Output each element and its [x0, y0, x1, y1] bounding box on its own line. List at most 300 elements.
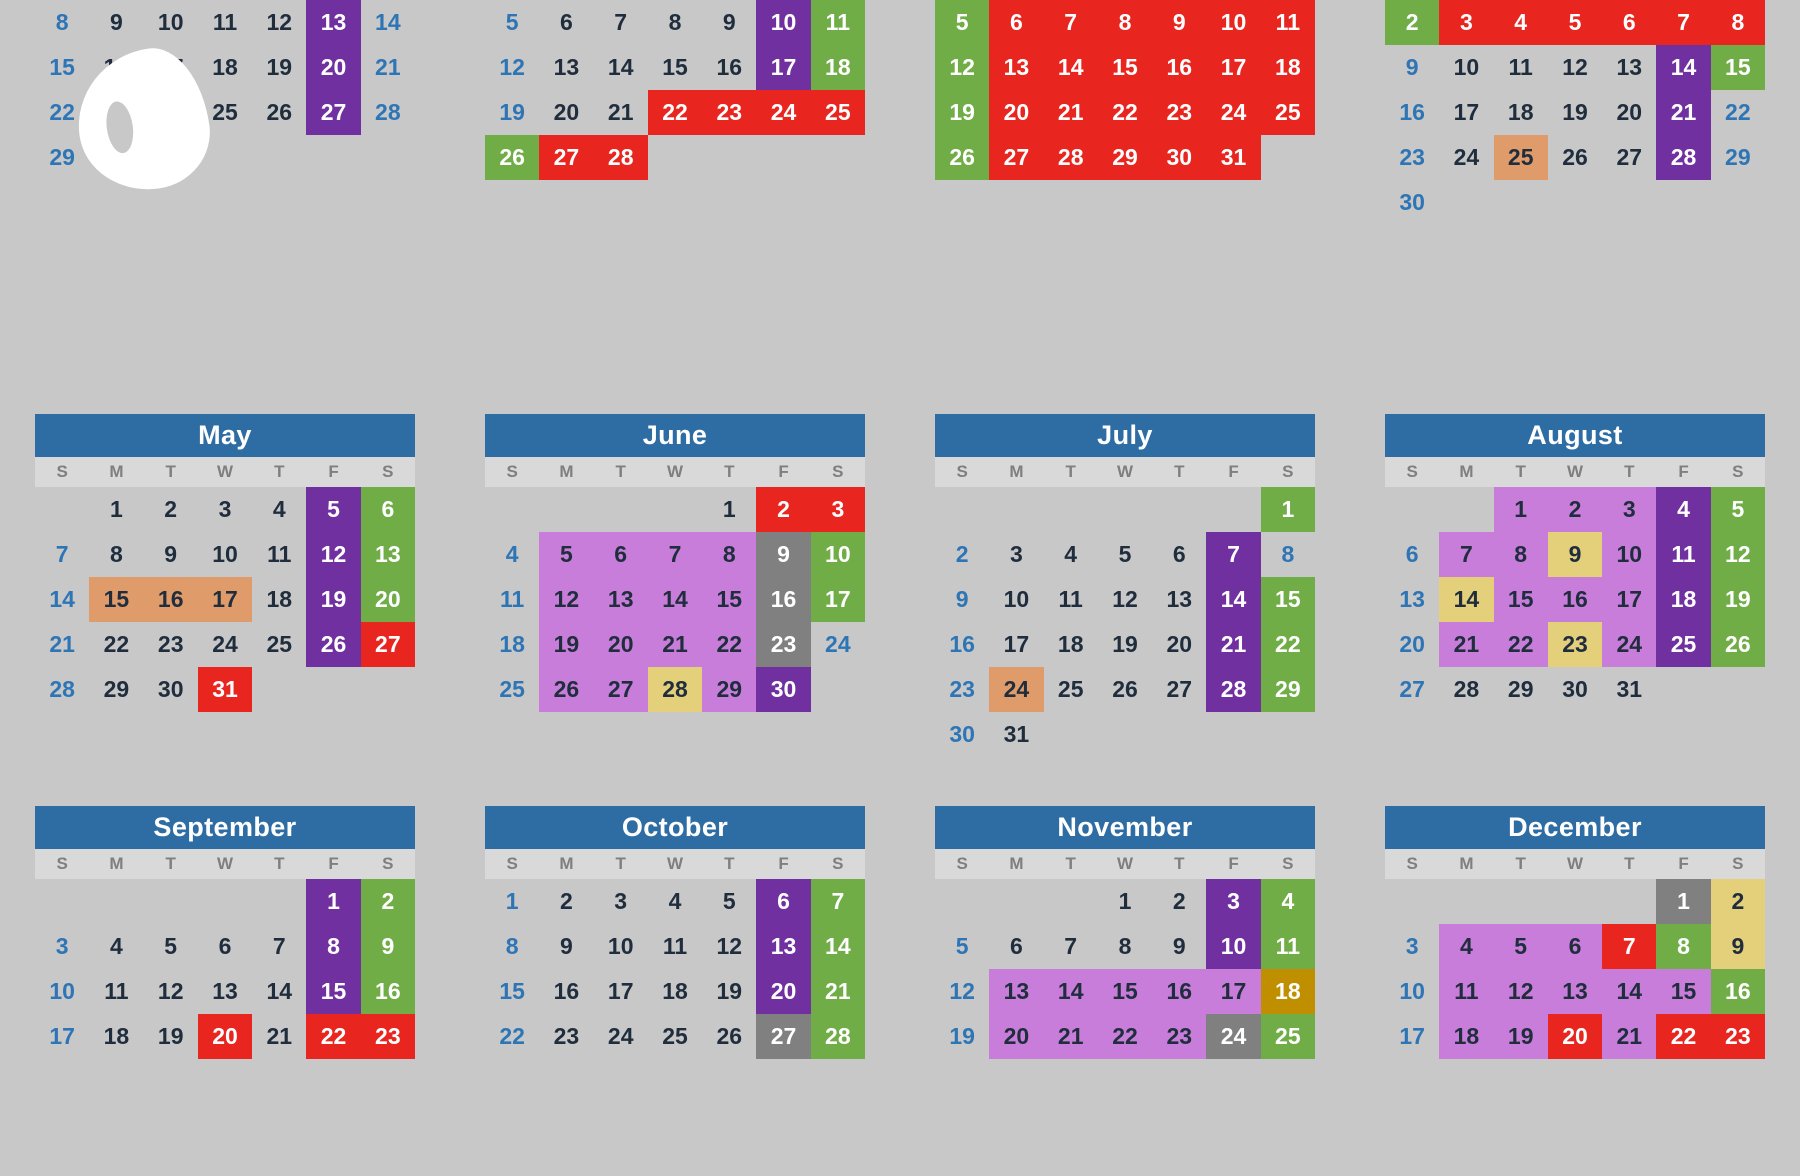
day-cell[interactable]: 9	[1172, 933, 1186, 959]
day-cell[interactable]: 29	[103, 676, 130, 702]
day-cell[interactable]: 13	[1166, 586, 1193, 612]
day-cell[interactable]: 13	[212, 978, 238, 1004]
day-cell[interactable]: 23	[1152, 90, 1206, 135]
day-cell[interactable]: 3	[218, 496, 232, 522]
day-cell[interactable]: 23	[949, 676, 975, 702]
day-cell[interactable]: 10	[607, 933, 634, 959]
day-cell[interactable]: 23	[157, 631, 184, 657]
day-cell[interactable]: 5	[306, 487, 360, 532]
day-cell[interactable]: 25	[811, 90, 865, 135]
day-cell[interactable]: 14	[1206, 577, 1260, 622]
day-cell[interactable]: 16	[1399, 99, 1425, 125]
day-cell[interactable]: 21	[811, 969, 865, 1014]
day-cell[interactable]: 3	[1010, 541, 1023, 567]
day-cell[interactable]: 15	[499, 978, 525, 1004]
day-cell[interactable]: 16	[756, 577, 810, 622]
day-cell[interactable]: 3	[1439, 0, 1493, 45]
day-cell[interactable]: 11	[1508, 54, 1533, 80]
day-cell[interactable]: 6	[1548, 924, 1602, 969]
day-cell[interactable]: 14	[1602, 969, 1656, 1014]
day-cell[interactable]: 25	[1494, 135, 1548, 180]
day-cell[interactable]: 22	[648, 90, 702, 135]
day-cell[interactable]: 17	[756, 45, 810, 90]
day-cell[interactable]: 15	[702, 577, 756, 622]
day-cell[interactable]: 15	[1261, 577, 1315, 622]
day-cell[interactable]: 21	[1656, 90, 1710, 135]
day-cell[interactable]: 9	[164, 541, 178, 567]
day-cell[interactable]: 28	[1656, 135, 1710, 180]
day-cell[interactable]: 19	[306, 577, 360, 622]
day-cell[interactable]: 12	[157, 978, 184, 1004]
day-cell[interactable]: 17	[1206, 969, 1260, 1014]
day-cell[interactable]: 8	[668, 9, 682, 35]
day-cell[interactable]: 22	[499, 1023, 525, 1049]
day-cell[interactable]: 26	[485, 135, 539, 180]
day-cell[interactable]: 1	[505, 888, 519, 914]
day-cell[interactable]: 4	[1656, 487, 1710, 532]
day-cell[interactable]: 26	[1112, 676, 1138, 702]
day-cell[interactable]: 21	[1439, 622, 1493, 667]
day-cell[interactable]: 13	[1399, 586, 1425, 612]
day-cell[interactable]: 19	[1562, 99, 1588, 125]
day-cell[interactable]: 30	[949, 721, 975, 747]
day-cell[interactable]: 14	[49, 586, 75, 612]
day-cell[interactable]: 6	[560, 9, 573, 35]
day-cell[interactable]: 18	[662, 978, 688, 1004]
day-cell[interactable]: 3	[1206, 879, 1260, 924]
day-cell[interactable]: 21	[375, 54, 401, 80]
day-cell[interactable]: 20	[756, 969, 810, 1014]
day-cell[interactable]: 17	[1399, 1023, 1425, 1049]
day-cell[interactable]: 3	[614, 888, 628, 914]
day-cell[interactable]: 11	[212, 9, 238, 35]
day-cell[interactable]: 20	[306, 45, 360, 90]
day-cell[interactable]: 20	[1616, 99, 1643, 125]
day-cell[interactable]: 8	[55, 9, 69, 35]
day-cell[interactable]: 29	[1507, 676, 1534, 702]
day-cell[interactable]: 24	[989, 667, 1043, 712]
day-cell[interactable]: 29	[49, 144, 75, 170]
day-cell[interactable]: 18	[499, 631, 525, 657]
day-cell[interactable]: 14	[1656, 45, 1710, 90]
day-cell[interactable]: 17	[1003, 631, 1030, 657]
day-cell[interactable]: 18	[1057, 631, 1084, 657]
day-cell[interactable]: 22	[1725, 99, 1751, 125]
day-cell[interactable]: 7	[1656, 0, 1710, 45]
day-cell[interactable]: 13	[756, 924, 810, 969]
day-cell[interactable]: 10	[1206, 0, 1260, 45]
day-cell[interactable]: 25	[266, 631, 293, 657]
day-cell[interactable]: 4	[1064, 541, 1078, 567]
day-cell[interactable]: 27	[361, 622, 415, 667]
day-cell[interactable]: 10	[49, 978, 75, 1004]
day-cell[interactable]: 31	[1616, 676, 1643, 702]
day-cell[interactable]: 26	[306, 622, 360, 667]
day-cell[interactable]: 19	[935, 90, 989, 135]
day-cell[interactable]: 15	[662, 54, 688, 80]
day-cell[interactable]: 18	[103, 1023, 130, 1049]
day-cell[interactable]: 30	[756, 667, 810, 712]
day-cell[interactable]: 9	[955, 586, 969, 612]
day-cell[interactable]: 24	[756, 90, 810, 135]
day-cell[interactable]: 8	[702, 532, 756, 577]
day-cell[interactable]: 28	[594, 135, 648, 180]
day-cell[interactable]: 10	[1399, 978, 1425, 1004]
day-cell[interactable]: 23	[553, 1023, 580, 1049]
day-cell[interactable]: 26	[266, 99, 293, 125]
day-cell[interactable]: 24	[1453, 144, 1480, 170]
day-cell[interactable]: 8	[1711, 0, 1765, 45]
day-cell[interactable]: 2	[1711, 879, 1765, 924]
day-cell[interactable]: 24	[607, 1023, 634, 1049]
day-cell[interactable]: 10	[811, 532, 865, 577]
day-cell[interactable]: 12	[1562, 54, 1588, 80]
day-cell[interactable]: 25	[662, 1023, 688, 1049]
day-cell[interactable]: 28	[375, 99, 401, 125]
day-cell[interactable]: 21	[1044, 90, 1098, 135]
day-cell[interactable]: 17	[1453, 99, 1480, 125]
day-cell[interactable]: 25	[1261, 90, 1315, 135]
day-cell[interactable]: 19	[266, 54, 293, 80]
day-cell[interactable]: 14	[607, 54, 634, 80]
day-cell[interactable]: 11	[811, 0, 865, 45]
day-cell[interactable]: 26	[935, 135, 989, 180]
day-cell[interactable]: 2	[1548, 487, 1602, 532]
day-cell[interactable]: 9	[756, 532, 810, 577]
day-cell[interactable]: 2	[361, 879, 415, 924]
day-cell[interactable]: 28	[1453, 676, 1480, 702]
day-cell[interactable]: 8	[110, 541, 123, 567]
day-cell[interactable]: 22	[1098, 90, 1152, 135]
day-cell[interactable]: 9	[361, 924, 415, 969]
day-cell[interactable]: 12	[266, 9, 293, 35]
day-cell[interactable]: 20	[989, 90, 1043, 135]
day-cell[interactable]: 16	[1152, 969, 1206, 1014]
day-cell[interactable]: 4	[272, 496, 286, 522]
day-cell[interactable]: 3	[1602, 487, 1656, 532]
day-cell[interactable]: 7	[1064, 933, 1078, 959]
day-cell[interactable]: 22	[49, 99, 75, 125]
day-cell[interactable]: 16	[1548, 577, 1602, 622]
day-cell[interactable]: 23	[1548, 622, 1602, 667]
day-cell[interactable]: 14	[1044, 45, 1098, 90]
day-cell[interactable]: 16	[716, 54, 743, 80]
day-cell[interactable]: 14	[266, 978, 293, 1004]
day-cell[interactable]: 2	[560, 888, 573, 914]
day-cell[interactable]: 13	[1616, 54, 1643, 80]
day-cell[interactable]: 15	[89, 577, 143, 622]
day-cell[interactable]: 28	[648, 667, 702, 712]
day-cell[interactable]: 4	[668, 888, 682, 914]
day-cell[interactable]: 17	[1206, 45, 1260, 90]
day-cell[interactable]: 1	[1656, 879, 1710, 924]
day-cell[interactable]: 3	[1405, 933, 1419, 959]
day-cell[interactable]: 19	[716, 978, 743, 1004]
day-cell[interactable]: 27	[1399, 676, 1425, 702]
day-cell[interactable]: 7	[811, 879, 865, 924]
day-cell[interactable]: 11	[1261, 924, 1315, 969]
day-cell[interactable]: 16	[553, 978, 580, 1004]
day-cell[interactable]: 10	[212, 541, 238, 567]
day-cell[interactable]: 14	[1044, 969, 1098, 1014]
day-cell[interactable]: 14	[648, 577, 702, 622]
day-cell[interactable]: 18	[212, 54, 238, 80]
day-cell[interactable]: 21	[1206, 622, 1260, 667]
day-cell[interactable]: 5	[1494, 924, 1548, 969]
day-cell[interactable]: 8	[1281, 541, 1295, 567]
day-cell[interactable]: 3	[811, 487, 865, 532]
day-cell[interactable]: 17	[49, 1023, 75, 1049]
day-cell[interactable]: 29	[702, 667, 756, 712]
day-cell[interactable]: 1	[722, 496, 736, 522]
day-cell[interactable]: 24	[1206, 90, 1260, 135]
day-cell[interactable]: 17	[607, 978, 634, 1004]
day-cell[interactable]: 6	[1405, 541, 1419, 567]
day-cell[interactable]: 13	[594, 577, 648, 622]
day-cell[interactable]: 11	[1656, 532, 1710, 577]
day-cell[interactable]: 31	[198, 667, 252, 712]
day-cell[interactable]: 7	[272, 933, 286, 959]
day-cell[interactable]: 1	[1261, 487, 1315, 532]
day-cell[interactable]: 7	[55, 541, 69, 567]
day-cell[interactable]: 15	[1656, 969, 1710, 1014]
day-cell[interactable]: 21	[49, 631, 75, 657]
day-cell[interactable]: 11	[662, 933, 688, 959]
day-cell[interactable]: 20	[553, 99, 580, 125]
day-cell[interactable]: 28	[1206, 667, 1260, 712]
day-cell[interactable]: 4	[505, 541, 519, 567]
day-cell[interactable]: 6	[989, 0, 1043, 45]
day-cell[interactable]: 31	[1206, 135, 1260, 180]
day-cell[interactable]: 11	[1439, 969, 1493, 1014]
day-cell[interactable]: 27	[1616, 144, 1643, 170]
day-cell[interactable]: 9	[1405, 54, 1419, 80]
day-cell[interactable]: 6	[1172, 541, 1186, 567]
day-cell[interactable]: 9	[110, 9, 123, 35]
day-cell[interactable]: 10	[157, 9, 184, 35]
day-cell[interactable]: 6	[756, 879, 810, 924]
day-cell[interactable]: 12	[949, 978, 975, 1004]
day-cell[interactable]: 19	[1112, 631, 1138, 657]
day-cell[interactable]: 22	[702, 622, 756, 667]
day-cell[interactable]: 12	[499, 54, 525, 80]
day-cell[interactable]: 23	[756, 622, 810, 667]
day-cell[interactable]: 15	[1494, 577, 1548, 622]
day-cell[interactable]: 20	[1548, 1014, 1602, 1059]
day-cell[interactable]: 22	[1261, 622, 1315, 667]
day-cell[interactable]: 6	[361, 487, 415, 532]
day-cell[interactable]: 14	[375, 9, 401, 35]
day-cell[interactable]: 28	[49, 676, 75, 702]
day-cell[interactable]: 22	[1494, 622, 1548, 667]
day-cell[interactable]: 11	[104, 978, 129, 1004]
day-cell[interactable]: 27	[989, 135, 1043, 180]
day-cell[interactable]: 9	[1548, 532, 1602, 577]
day-cell[interactable]: 29	[1725, 144, 1751, 170]
day-cell[interactable]: 18	[1439, 1014, 1493, 1059]
day-cell[interactable]: 19	[157, 1023, 184, 1049]
day-cell[interactable]: 21	[648, 622, 702, 667]
day-cell[interactable]: 8	[1656, 924, 1710, 969]
day-cell[interactable]: 17	[1602, 577, 1656, 622]
day-cell[interactable]: 17	[811, 577, 865, 622]
day-cell[interactable]: 24	[1602, 622, 1656, 667]
day-cell[interactable]: 30	[157, 676, 184, 702]
day-cell[interactable]: 15	[306, 969, 360, 1014]
day-cell[interactable]: 1	[110, 496, 123, 522]
day-cell[interactable]: 23	[1711, 1014, 1765, 1059]
day-cell[interactable]: 28	[811, 1014, 865, 1059]
day-cell[interactable]: 27	[594, 667, 648, 712]
day-cell[interactable]: 7	[1439, 532, 1493, 577]
day-cell[interactable]: 14	[1439, 577, 1493, 622]
day-cell[interactable]: 22	[306, 1014, 360, 1059]
day-cell[interactable]: 8	[1118, 933, 1132, 959]
day-cell[interactable]: 21	[1044, 1014, 1098, 1059]
day-cell[interactable]: 15	[1098, 45, 1152, 90]
day-cell[interactable]: 24	[212, 631, 238, 657]
day-cell[interactable]: 30	[1399, 189, 1425, 215]
day-cell[interactable]: 4	[1439, 924, 1493, 969]
day-cell[interactable]: 19	[499, 99, 525, 125]
day-cell[interactable]: 2	[1172, 888, 1186, 914]
day-cell[interactable]: 25	[1656, 622, 1710, 667]
day-cell[interactable]: 13	[306, 0, 360, 45]
day-cell[interactable]: 12	[1711, 532, 1765, 577]
day-cell[interactable]: 8	[1494, 532, 1548, 577]
day-cell[interactable]: 2	[1385, 0, 1439, 45]
day-cell[interactable]: 22	[1656, 1014, 1710, 1059]
day-cell[interactable]: 4	[110, 933, 123, 959]
day-cell[interactable]: 5	[539, 532, 593, 577]
day-cell[interactable]: 4	[1494, 0, 1548, 45]
day-cell[interactable]: 5	[1118, 541, 1132, 567]
day-cell[interactable]: 29	[1098, 135, 1152, 180]
day-cell[interactable]: 20	[989, 1014, 1043, 1059]
day-cell[interactable]: 21	[607, 99, 634, 125]
day-cell[interactable]: 19	[1711, 577, 1765, 622]
day-cell[interactable]: 12	[1494, 969, 1548, 1014]
day-cell[interactable]: 28	[1044, 135, 1098, 180]
day-cell[interactable]: 17	[198, 577, 252, 622]
day-cell[interactable]: 5	[1548, 0, 1602, 45]
day-cell[interactable]: 8	[1098, 0, 1152, 45]
day-cell[interactable]: 22	[103, 631, 130, 657]
day-cell[interactable]: 27	[1166, 676, 1193, 702]
day-cell[interactable]: 26	[1562, 144, 1588, 170]
day-cell[interactable]: 6	[218, 933, 232, 959]
day-cell[interactable]: 5	[1711, 487, 1765, 532]
day-cell[interactable]: 5	[722, 888, 736, 914]
day-cell[interactable]: 12	[716, 933, 743, 959]
day-cell[interactable]: 20	[594, 622, 648, 667]
day-cell[interactable]: 13	[1548, 969, 1602, 1014]
day-cell[interactable]: 19	[949, 1023, 975, 1049]
day-cell[interactable]: 27	[306, 90, 360, 135]
day-cell[interactable]: 23	[1399, 144, 1425, 170]
day-cell[interactable]: 16	[144, 577, 198, 622]
day-cell[interactable]: 18	[1656, 577, 1710, 622]
day-cell[interactable]: 9	[1711, 924, 1765, 969]
day-cell[interactable]: 25	[1261, 1014, 1315, 1059]
day-cell[interactable]: 25	[499, 676, 525, 702]
day-cell[interactable]: 10	[1602, 532, 1656, 577]
day-cell[interactable]: 6	[594, 532, 648, 577]
day-cell[interactable]: 12	[539, 577, 593, 622]
day-cell[interactable]: 2	[955, 541, 969, 567]
day-cell[interactable]: 3	[55, 933, 69, 959]
day-cell[interactable]: 11	[1261, 0, 1315, 45]
day-cell[interactable]: 1	[1494, 487, 1548, 532]
day-cell[interactable]: 8	[505, 933, 519, 959]
day-cell[interactable]: 10	[1206, 924, 1260, 969]
day-cell[interactable]: 12	[306, 532, 360, 577]
day-cell[interactable]: 7	[1206, 532, 1260, 577]
day-cell[interactable]: 16	[1152, 45, 1206, 90]
day-cell[interactable]: 9	[560, 933, 573, 959]
day-cell[interactable]: 27	[756, 1014, 810, 1059]
day-cell[interactable]: 20	[1166, 631, 1193, 657]
day-cell[interactable]: 20	[198, 1014, 252, 1059]
day-cell[interactable]: 24	[825, 631, 851, 657]
day-cell[interactable]: 5	[164, 933, 178, 959]
day-cell[interactable]: 9	[722, 9, 736, 35]
day-cell[interactable]: 21	[1602, 1014, 1656, 1059]
day-cell[interactable]: 18	[266, 586, 293, 612]
day-cell[interactable]: 18	[1507, 99, 1534, 125]
day-cell[interactable]: 15	[49, 54, 75, 80]
day-cell[interactable]: 16	[949, 631, 975, 657]
day-cell[interactable]: 26	[539, 667, 593, 712]
day-cell[interactable]: 30	[1562, 676, 1588, 702]
day-cell[interactable]: 18	[1261, 45, 1315, 90]
day-cell[interactable]: 16	[1711, 969, 1765, 1014]
day-cell[interactable]: 7	[614, 9, 628, 35]
day-cell[interactable]: 26	[1711, 622, 1765, 667]
day-cell[interactable]: 27	[539, 135, 593, 180]
day-cell[interactable]: 13	[989, 969, 1043, 1014]
day-cell[interactable]: 1	[1118, 888, 1132, 914]
day-cell[interactable]: 24	[1206, 1014, 1260, 1059]
day-cell[interactable]: 11	[267, 541, 292, 567]
day-cell[interactable]: 12	[935, 45, 989, 90]
day-cell[interactable]: 6	[1602, 0, 1656, 45]
day-cell[interactable]: 23	[702, 90, 756, 135]
day-cell[interactable]: 9	[1152, 0, 1206, 45]
day-cell[interactable]: 8	[306, 924, 360, 969]
day-cell[interactable]: 20	[361, 577, 415, 622]
day-cell[interactable]: 19	[539, 622, 593, 667]
day-cell[interactable]: 2	[164, 496, 178, 522]
day-cell[interactable]: 30	[1152, 135, 1206, 180]
day-cell[interactable]: 26	[716, 1023, 743, 1049]
day-cell[interactable]: 18	[1261, 969, 1315, 1014]
day-cell[interactable]: 15	[1098, 969, 1152, 1014]
day-cell[interactable]: 12	[1112, 586, 1138, 612]
day-cell[interactable]: 10	[1453, 54, 1480, 80]
day-cell[interactable]: 20	[1399, 631, 1425, 657]
day-cell[interactable]: 13	[989, 45, 1043, 90]
day-cell[interactable]: 5	[505, 9, 519, 35]
day-cell[interactable]: 14	[811, 924, 865, 969]
day-cell[interactable]: 16	[361, 969, 415, 1014]
day-cell[interactable]: 6	[1010, 933, 1023, 959]
day-cell[interactable]: 31	[1003, 721, 1030, 747]
day-cell[interactable]: 13	[361, 532, 415, 577]
day-cell[interactable]: 19	[1494, 1014, 1548, 1059]
day-cell[interactable]: 22	[1098, 1014, 1152, 1059]
day-cell[interactable]: 11	[1058, 586, 1083, 612]
